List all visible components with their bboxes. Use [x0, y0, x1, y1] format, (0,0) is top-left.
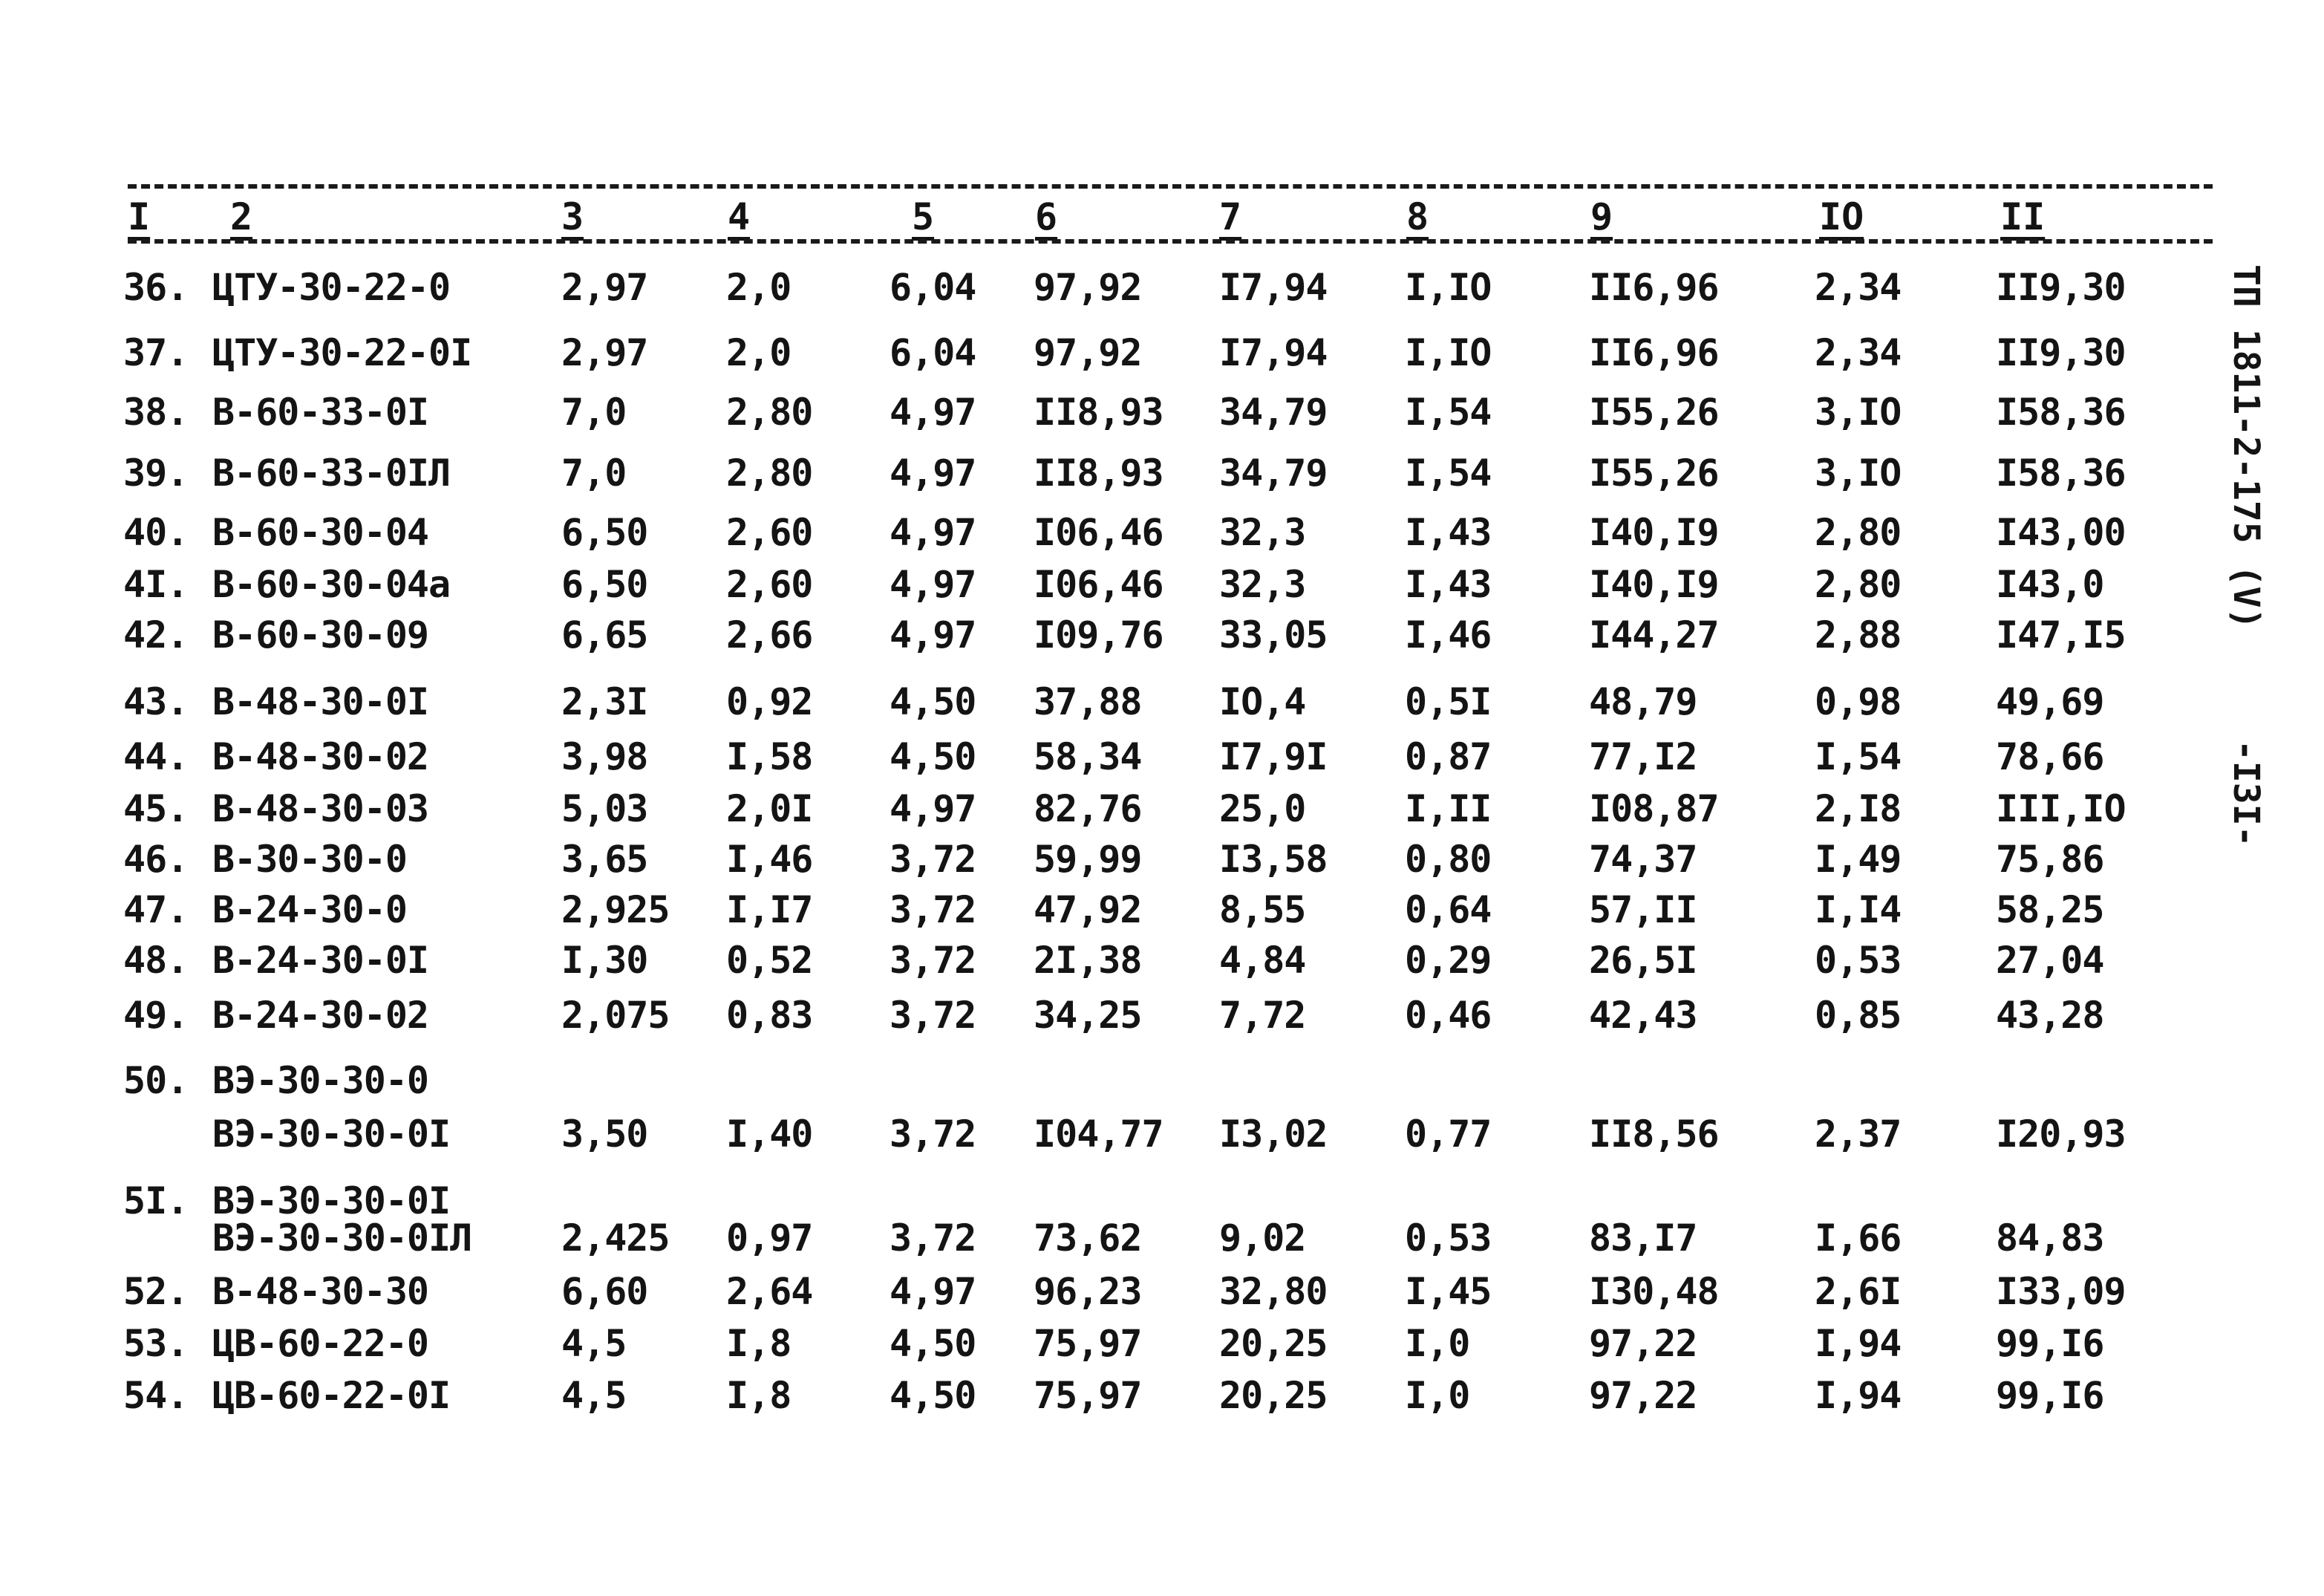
cell-col-4: I,I7: [726, 888, 813, 931]
cell-col-11: 27,04: [1996, 939, 2104, 982]
cell-col-4: 2,66: [726, 613, 813, 657]
cell-col-7: 32,3: [1219, 563, 1306, 606]
cell-col-6: 58,34: [1034, 735, 1142, 778]
cell-col-5: 4,97: [890, 511, 976, 554]
row-item-name: В-24-30-02: [212, 994, 429, 1037]
row-number: 38.: [123, 391, 189, 434]
cell-col-9: 97,22: [1589, 1322, 1697, 1365]
table-row: [0, 887, 2324, 933]
cell-col-11: I33,09: [1996, 1270, 2126, 1313]
row-number: 37.: [123, 331, 189, 374]
header-col-2: 2: [230, 195, 253, 238]
cell-col-4: 0,92: [726, 680, 813, 723]
cell-col-9: 74,37: [1589, 838, 1697, 881]
header-col-9: 9: [1590, 195, 1613, 238]
cell-col-8: I,0: [1405, 1374, 1470, 1417]
cell-col-5: 4,97: [890, 1270, 976, 1313]
cell-col-7: 32,80: [1219, 1270, 1328, 1313]
cell-col-4: I,46: [726, 838, 813, 881]
cell-col-11: I58,36: [1996, 452, 2126, 495]
header-col-11: II: [2000, 195, 2046, 238]
cell-col-7: 4,84: [1219, 939, 1306, 982]
cell-col-8: 0,77: [1405, 1113, 1492, 1156]
cell-col-8: I,II: [1405, 787, 1492, 830]
cell-col-8: 0,64: [1405, 888, 1492, 931]
cell-col-8: 0,87: [1405, 735, 1492, 778]
cell-col-6: I04,77: [1034, 1113, 1163, 1156]
cell-col-10: 2,6I: [1815, 1270, 1902, 1313]
cell-col-6: II8,93: [1034, 391, 1163, 434]
cell-col-8: I,45: [1405, 1270, 1492, 1313]
row-item-name: ВЭ-30-30-0: [212, 1059, 429, 1102]
cell-col-4: I,8: [726, 1374, 791, 1417]
cell-col-6: I09,76: [1034, 613, 1163, 657]
cell-col-11: 78,66: [1996, 735, 2104, 778]
cell-col-3: 7,0: [561, 391, 627, 434]
cell-col-5: 6,04: [890, 331, 976, 374]
table-row: [0, 264, 2324, 310]
cell-col-7: I3,02: [1219, 1113, 1328, 1156]
table-row: [0, 992, 2324, 1038]
cell-col-3: 6,50: [561, 511, 648, 554]
cell-col-6: 59,99: [1034, 838, 1142, 881]
cell-col-8: I,0: [1405, 1322, 1470, 1365]
row-number: 43.: [123, 680, 189, 723]
side-margin-text: [2220, 264, 2272, 859]
cell-col-3: 2,075: [561, 994, 670, 1037]
row-item-name: В-24-30-0I: [212, 939, 429, 982]
table-row: [0, 1268, 2324, 1315]
cell-col-10: 3,IO: [1815, 391, 1902, 434]
cell-col-9: I44,27: [1589, 613, 1719, 657]
table-header-row: [0, 195, 2324, 239]
cell-col-6: 47,92: [1034, 888, 1142, 931]
cell-col-6: II8,93: [1034, 452, 1163, 495]
cell-col-10: 2,88: [1815, 613, 1902, 657]
cell-col-4: 0,97: [726, 1216, 813, 1260]
cell-col-6: I06,46: [1034, 511, 1163, 554]
cell-col-7: 20,25: [1219, 1374, 1328, 1417]
cell-col-4: 2,0I: [726, 787, 813, 830]
cell-col-9: I40,I9: [1589, 511, 1719, 554]
cell-col-10: 0,53: [1815, 939, 1902, 982]
cell-col-8: I,IO: [1405, 266, 1492, 309]
cell-col-5: 4,97: [890, 613, 976, 657]
header-col-5: 5: [912, 195, 935, 238]
cell-col-7: 32,3: [1219, 511, 1306, 554]
row-number: 54.: [123, 1374, 189, 1417]
cell-col-11: 43,28: [1996, 994, 2104, 1037]
cell-col-3: 2,925: [561, 888, 670, 931]
cell-col-5: 4,50: [890, 1322, 976, 1365]
cell-col-9: I08,87: [1589, 787, 1719, 830]
cell-col-5: 3,72: [890, 838, 976, 881]
row-number: 46.: [123, 838, 189, 881]
cell-col-5: 3,72: [890, 939, 976, 982]
cell-col-10: 3,IO: [1815, 452, 1902, 495]
side-margin-label: [2220, 264, 2294, 859]
cell-col-7: I3,58: [1219, 838, 1328, 881]
cell-col-8: I,IO: [1405, 331, 1492, 374]
cell-col-10: 2,80: [1815, 563, 1902, 606]
cell-col-7: 34,79: [1219, 391, 1328, 434]
row-number: 4I.: [123, 563, 189, 606]
table-top-rule: [128, 184, 2213, 189]
table-row: [0, 836, 2324, 882]
cell-col-11: II9,30: [1996, 331, 2126, 374]
cell-col-10: I,94: [1815, 1322, 1902, 1365]
cell-col-4: I,40: [726, 1113, 813, 1156]
row-number: 48.: [123, 939, 189, 982]
header-col-1: I: [128, 195, 151, 238]
cell-col-6: 97,92: [1034, 331, 1142, 374]
cell-col-3: 6,60: [561, 1270, 648, 1313]
row-item-name-secondary: ВЭ-30-30-0IЛ: [212, 1216, 472, 1260]
cell-col-5: 4,97: [890, 391, 976, 434]
cell-col-4: 2,80: [726, 452, 813, 495]
cell-col-11: II9,30: [1996, 266, 2126, 309]
cell-col-4: 2,80: [726, 391, 813, 434]
cell-col-7: 9,02: [1219, 1216, 1306, 1260]
table-header-rule: [128, 239, 2213, 244]
row-item-name: ЦВ-60-22-0I: [212, 1374, 451, 1417]
cell-col-11: 49,69: [1996, 680, 2104, 723]
row-number: 49.: [123, 994, 189, 1037]
cell-col-5: 3,72: [890, 994, 976, 1037]
cell-col-5: 4,97: [890, 452, 976, 495]
table-row: [0, 734, 2324, 780]
header-col-3: 3: [561, 195, 584, 238]
cell-col-11: 75,86: [1996, 838, 2104, 881]
row-item-name: В-60-30-04а: [212, 563, 451, 606]
row-item-name: В-24-30-0: [212, 888, 407, 931]
cell-col-6: 75,97: [1034, 1374, 1142, 1417]
header-col-8: 8: [1406, 195, 1429, 238]
table-row: [0, 509, 2324, 556]
cell-col-10: 2,I8: [1815, 787, 1902, 830]
cell-col-9: 48,79: [1589, 680, 1697, 723]
cell-col-10: 2,80: [1815, 511, 1902, 554]
row-item-name: ЦВ-60-22-0: [212, 1322, 429, 1365]
cell-col-3: 2,3I: [561, 680, 648, 723]
cell-col-5: 4,50: [890, 680, 976, 723]
row-number: 44.: [123, 735, 189, 778]
cell-col-9: I55,26: [1589, 391, 1719, 434]
cell-col-6: 73,62: [1034, 1216, 1142, 1260]
table-row: [0, 330, 2324, 376]
cell-col-11: I43,00: [1996, 511, 2126, 554]
row-item-name: В-48-30-30: [212, 1270, 429, 1313]
cell-col-4: 2,0: [726, 331, 791, 374]
cell-col-3: 6,65: [561, 613, 648, 657]
cell-col-6: 2I,38: [1034, 939, 1142, 982]
cell-col-10: I,94: [1815, 1374, 1902, 1417]
cell-col-4: 2,60: [726, 511, 813, 554]
cell-col-9: I30,48: [1589, 1270, 1719, 1313]
table-row: [0, 1372, 2324, 1419]
cell-col-5: 3,72: [890, 1216, 976, 1260]
cell-col-3: I,30: [561, 939, 648, 982]
cell-col-4: I,58: [726, 735, 813, 778]
cell-col-6: 82,76: [1034, 787, 1142, 830]
cell-col-7: 33,05: [1219, 613, 1328, 657]
cell-col-7: IO,4: [1219, 680, 1306, 723]
cell-col-8: I,54: [1405, 391, 1492, 434]
cell-col-6: 75,97: [1034, 1322, 1142, 1365]
cell-col-7: I7,94: [1219, 266, 1328, 309]
cell-col-10: I,54: [1815, 735, 1902, 778]
row-number: 53.: [123, 1322, 189, 1365]
cell-col-3: 5,03: [561, 787, 648, 830]
cell-col-7: I7,9I: [1219, 735, 1328, 778]
cell-col-5: 4,97: [890, 563, 976, 606]
cell-col-7: I7,94: [1219, 331, 1328, 374]
cell-col-8: I,46: [1405, 613, 1492, 657]
cell-col-11: 84,83: [1996, 1216, 2104, 1260]
cell-col-11: 99,I6: [1996, 1374, 2104, 1417]
cell-col-8: 0,5I: [1405, 680, 1492, 723]
row-item-name: В-48-30-0I: [212, 680, 429, 723]
cell-col-5: 4,97: [890, 787, 976, 830]
cell-col-9: II6,96: [1589, 266, 1719, 309]
cell-col-11: I43,0: [1996, 563, 2104, 606]
cell-col-3: 7,0: [561, 452, 627, 495]
cell-col-9: 83,I7: [1589, 1216, 1697, 1260]
table-row: [0, 937, 2324, 983]
cell-col-10: I,49: [1815, 838, 1902, 881]
cell-col-6: 96,23: [1034, 1270, 1142, 1313]
cell-col-10: I,I4: [1815, 888, 1902, 931]
cell-col-9: 42,43: [1589, 994, 1697, 1037]
cell-col-10: 0,85: [1815, 994, 1902, 1037]
table-row: [0, 561, 2324, 608]
row-item-name: В-30-30-0: [212, 838, 407, 881]
table-row: [0, 786, 2324, 832]
cell-col-7: 7,72: [1219, 994, 1306, 1037]
cell-col-8: 0,29: [1405, 939, 1492, 982]
cell-col-6: I06,46: [1034, 563, 1163, 606]
cell-col-9: II6,96: [1589, 331, 1719, 374]
header-col-10: IO: [1819, 195, 1864, 238]
cell-col-9: I55,26: [1589, 452, 1719, 495]
cell-col-11: 58,25: [1996, 888, 2104, 931]
cell-col-7: 20,25: [1219, 1322, 1328, 1365]
page-number: -I3I-: [2225, 740, 2267, 847]
cell-col-3: 2,97: [561, 331, 648, 374]
row-item-name-secondary: ВЭ-30-30-0I: [212, 1113, 451, 1156]
cell-col-9: 26,5I: [1589, 939, 1697, 982]
cell-col-4: 2,0: [726, 266, 791, 309]
cell-col-6: 37,88: [1034, 680, 1142, 723]
cell-col-3: 3,50: [561, 1113, 648, 1156]
row-item-name: В-60-33-0IЛ: [212, 452, 451, 495]
cell-col-5: 4,50: [890, 735, 976, 778]
cell-col-8: I,54: [1405, 452, 1492, 495]
cell-col-7: 8,55: [1219, 888, 1306, 931]
cell-col-10: 2,37: [1815, 1113, 1902, 1156]
cell-col-5: 4,50: [890, 1374, 976, 1417]
cell-col-10: I,66: [1815, 1216, 1902, 1260]
header-col-4: 4: [728, 195, 751, 238]
cell-col-4: 2,64: [726, 1270, 813, 1313]
cell-col-4: 0,52: [726, 939, 813, 982]
cell-col-8: 0,80: [1405, 838, 1492, 881]
row-item-name: В-48-30-02: [212, 735, 429, 778]
row-number: 40.: [123, 511, 189, 554]
cell-col-11: I47,I5: [1996, 613, 2126, 657]
row-item-name: ВЭ-30-30-0I: [212, 1179, 451, 1222]
row-number: 42.: [123, 613, 189, 657]
cell-col-5: 6,04: [890, 266, 976, 309]
cell-col-11: III,IO: [1996, 787, 2126, 830]
cell-col-6: 97,92: [1034, 266, 1142, 309]
cell-col-10: 0,98: [1815, 680, 1902, 723]
cell-col-9: I40,I9: [1589, 563, 1719, 606]
cell-col-8: I,43: [1405, 511, 1492, 554]
cell-col-9: 57,II: [1589, 888, 1697, 931]
cell-col-3: 2,97: [561, 266, 648, 309]
table-row: [0, 612, 2324, 658]
cell-col-11: I58,36: [1996, 391, 2126, 434]
cell-col-5: 3,72: [890, 1113, 976, 1156]
cell-col-6: 34,25: [1034, 994, 1142, 1037]
cell-col-7: 34,79: [1219, 452, 1328, 495]
cell-col-11: I20,93: [1996, 1113, 2126, 1156]
cell-col-3: 2,425: [561, 1216, 670, 1260]
row-item-name: ЦТУ-30-22-0: [212, 266, 451, 309]
cell-col-10: 2,34: [1815, 266, 1902, 309]
row-number: 5I.: [123, 1179, 189, 1222]
row-number: 36.: [123, 266, 189, 309]
cell-col-9: II8,56: [1589, 1113, 1719, 1156]
cell-col-3: 4,5: [561, 1322, 627, 1365]
row-item-name: ЦТУ-30-22-0I: [212, 331, 472, 374]
cell-col-3: 6,50: [561, 563, 648, 606]
row-number: 39.: [123, 452, 189, 495]
row-number: 45.: [123, 787, 189, 830]
cell-col-9: 77,I2: [1589, 735, 1697, 778]
cell-col-4: I,8: [726, 1322, 791, 1365]
document-code: ТП 1811-2-175 (V): [2225, 264, 2267, 630]
table-row-continuation: [0, 1215, 2324, 1261]
table-row: [0, 1058, 2324, 1104]
cell-col-3: 3,98: [561, 735, 648, 778]
row-item-name: В-60-33-0I: [212, 391, 429, 434]
row-number: 47.: [123, 888, 189, 931]
row-item-name: В-60-30-09: [212, 613, 429, 657]
cell-col-8: 0,46: [1405, 994, 1492, 1037]
row-number: 52.: [123, 1270, 189, 1313]
table-row: [0, 389, 2324, 435]
row-item-name: В-48-30-03: [212, 787, 429, 830]
header-col-7: 7: [1219, 195, 1242, 238]
cell-col-11: 99,I6: [1996, 1322, 2104, 1365]
row-number: 50.: [123, 1059, 189, 1102]
header-col-6: 6: [1035, 195, 1058, 238]
cell-col-9: 97,22: [1589, 1374, 1697, 1417]
row-item-name: В-60-30-04: [212, 511, 429, 554]
cell-col-5: 3,72: [890, 888, 976, 931]
cell-col-8: 0,53: [1405, 1216, 1492, 1260]
cell-col-8: I,43: [1405, 563, 1492, 606]
cell-col-10: 2,34: [1815, 331, 1902, 374]
table-row: [0, 1320, 2324, 1367]
table-row: [0, 450, 2324, 496]
cell-col-4: 0,83: [726, 994, 813, 1037]
table-row-continuation: [0, 1111, 2324, 1157]
cell-col-7: 25,0: [1219, 787, 1306, 830]
table-row: [0, 679, 2324, 725]
cell-col-4: 2,60: [726, 563, 813, 606]
cell-col-3: 3,65: [561, 838, 648, 881]
cell-col-3: 4,5: [561, 1374, 627, 1417]
